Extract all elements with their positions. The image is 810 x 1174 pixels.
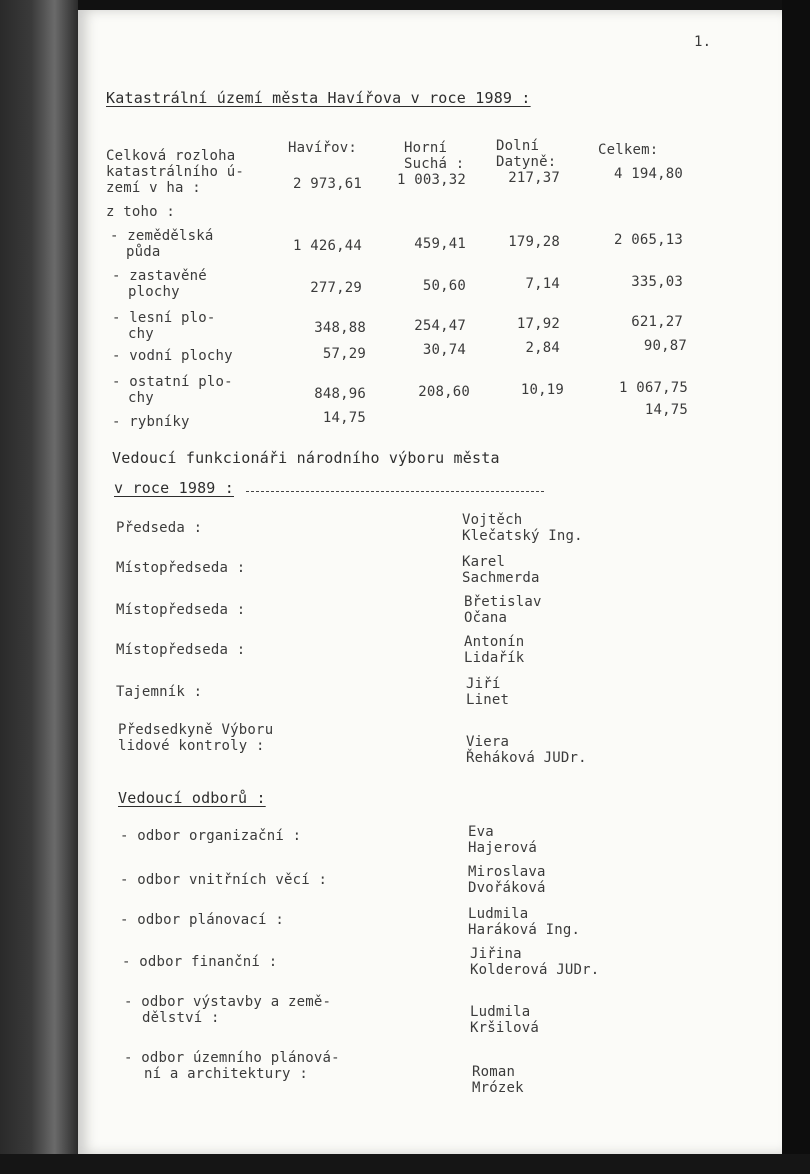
official-name: Sachmerda <box>462 570 540 586</box>
department-head: Ludmila <box>470 1004 531 1020</box>
official-name: Řeháková JUDr. <box>466 750 587 766</box>
department-label: dělství : <box>142 1010 220 1026</box>
cell-value: 30,74 <box>422 342 466 358</box>
cell-value: 7,14 <box>525 276 560 292</box>
cell-value: 459,41 <box>414 236 466 252</box>
row-label: - rybníky <box>112 414 190 430</box>
official-role: Tajemník : <box>116 684 203 700</box>
department-head: Kolderová JUDr. <box>470 962 600 978</box>
official-role: Předseda : <box>116 520 203 536</box>
cell-value: 14,75 <box>644 402 688 418</box>
cell-value: 348,88 <box>314 320 366 336</box>
cell-value: 254,47 <box>414 318 466 334</box>
cell-value: 1 067,75 <box>618 380 688 396</box>
total-label-line2: katastrálního ú- <box>106 164 245 180</box>
cell-value: 621,27 <box>631 314 683 330</box>
department-head: Jiřina <box>470 946 522 962</box>
official-name: Antonín <box>464 634 525 650</box>
total-dolni: 217,37 <box>508 170 560 186</box>
col-header-celkem: Celkem: <box>598 142 659 158</box>
official-name: Lidařík <box>464 650 525 666</box>
row-label: půda <box>126 244 161 260</box>
officials-title-line1: Vedoucí funkcionáři národního výboru města <box>112 449 500 467</box>
department-label: - odbor organizační : <box>120 828 302 844</box>
cell-value: 208,60 <box>418 384 470 400</box>
official-name: Břetislav <box>464 594 542 610</box>
cell-value: 2,84 <box>525 340 560 356</box>
official-name: Jiří <box>466 676 501 692</box>
col-header-havirov: Havířov: <box>288 140 358 156</box>
department-head: Hajerová <box>468 840 538 856</box>
row-label: - zemědělská <box>110 228 214 244</box>
official-role: Předsedkyně Výboru <box>118 722 274 738</box>
department-head: Eva <box>468 824 494 840</box>
col-header-horni-line2: Suchá : <box>404 156 465 172</box>
official-name: Viera <box>466 734 510 750</box>
cell-value: 277,29 <box>310 280 362 296</box>
col-header-horni-line1: Horní <box>404 140 448 156</box>
row-label: - zastavěné <box>112 268 207 284</box>
official-name: Karel <box>462 554 506 570</box>
z-toho-label: z toho : <box>106 204 176 220</box>
dashed-rule <box>246 491 544 492</box>
department-head: Kršilová <box>470 1020 540 1036</box>
official-name: Vojtěch <box>462 512 523 528</box>
binder-right-edge <box>782 0 810 1174</box>
cell-value: 57,29 <box>322 346 366 362</box>
binder-left-edge <box>0 0 78 1174</box>
department-label: ní a architektury : <box>144 1066 308 1082</box>
department-label: - odbor finanční : <box>122 954 278 970</box>
cell-value: 50,60 <box>422 278 466 294</box>
department-head: Roman <box>472 1064 516 1080</box>
cell-value: 90,87 <box>643 338 687 354</box>
cell-value: 17,92 <box>516 316 560 332</box>
total-havirov: 2 973,61 <box>292 176 362 192</box>
cell-value: 2 065,13 <box>613 232 683 248</box>
official-role: Místopředseda : <box>116 560 246 576</box>
cell-value: 848,96 <box>314 386 366 402</box>
department-head: Dvořáková <box>468 880 546 896</box>
department-label: - odbor územního plánová- <box>124 1050 340 1066</box>
cadastral-title: Katastrální území města Havířova v roce 1989 : <box>106 89 531 107</box>
department-head: Haráková Ing. <box>468 922 581 938</box>
cell-value: 335,03 <box>631 274 683 290</box>
department-head: Mrózek <box>472 1080 524 1096</box>
col-header-dolni-line2: Datyně: <box>496 154 557 170</box>
cell-value: 179,28 <box>508 234 560 250</box>
officials-title-line2: v roce 1989 : <box>114 479 234 497</box>
department-head: Ludmila <box>468 906 529 922</box>
official-name: Klečatský Ing. <box>462 528 583 544</box>
row-label: - ostatní plo- <box>112 374 233 390</box>
total-label-line1: Celková rozloha <box>106 148 236 164</box>
cell-value: 14,75 <box>322 410 366 426</box>
bottom-edge <box>0 1154 810 1174</box>
official-name: Očana <box>464 610 508 626</box>
official-role: Místopředseda : <box>116 642 246 658</box>
total-celkem: 4 194,80 <box>613 166 683 182</box>
row-label: chy <box>128 326 154 342</box>
row-label: plochy <box>128 284 180 300</box>
cell-value: 10,19 <box>520 382 564 398</box>
departments-title: Vedoucí odborů : <box>118 789 266 807</box>
department-label: - odbor plánovací : <box>120 912 284 928</box>
total-label-line3: zemí v ha : <box>106 180 201 196</box>
cell-value: 1 426,44 <box>292 238 362 254</box>
official-role: Místopředseda : <box>116 602 246 618</box>
department-head: Miroslava <box>468 864 546 880</box>
row-label: - vodní plochy <box>112 348 233 364</box>
department-label: - odbor výstavby a země- <box>124 994 332 1010</box>
row-label: chy <box>128 390 154 406</box>
department-label: - odbor vnitřních věcí : <box>120 872 328 888</box>
page-number: 1. <box>694 34 712 50</box>
official-name: Linet <box>466 692 510 708</box>
row-label: - lesní plo- <box>112 310 216 326</box>
official-role: lidové kontroly : <box>118 738 265 754</box>
total-horni: 1 003,32 <box>396 172 466 188</box>
col-header-dolni-line1: Dolní <box>496 138 540 154</box>
